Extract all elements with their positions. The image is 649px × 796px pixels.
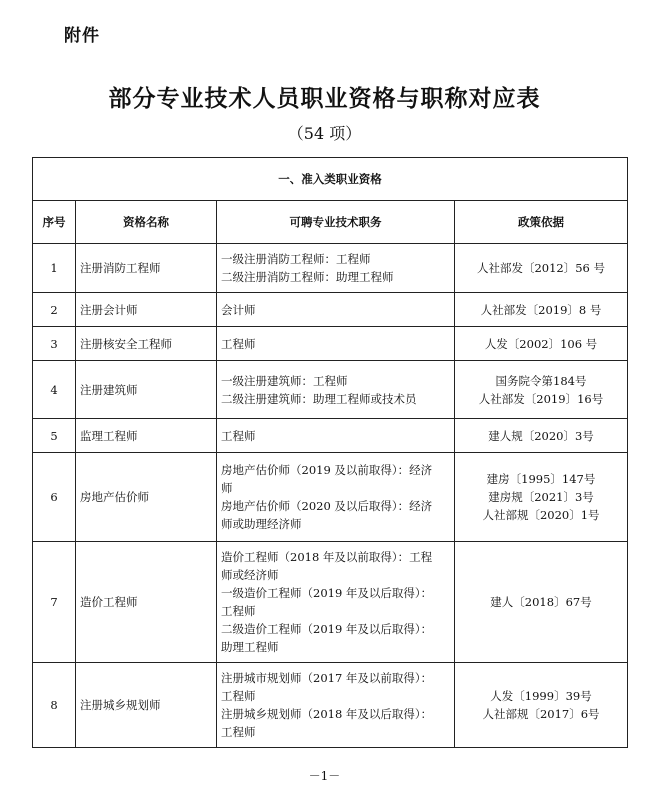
eligible-post <box>217 293 455 327</box>
header-row <box>33 201 628 244</box>
eligible-post <box>217 542 455 663</box>
policy-basis <box>455 453 628 542</box>
eligible-post <box>217 327 455 361</box>
policy-basis-line: 人发〔2002〕106 号 <box>484 336 598 351</box>
row-number: 4 <box>33 361 76 419</box>
table-row <box>33 244 628 293</box>
qualification-name: 监理工程师 <box>76 419 217 453</box>
qualification-name: 注册消防工程师 <box>76 244 217 293</box>
qualification-name: 注册会计师 <box>76 293 217 327</box>
header-name: 资格名称 <box>76 201 217 244</box>
eligible-post-line: 工程师 <box>221 604 256 618</box>
header-no: 序号 <box>33 201 76 244</box>
row-number: 1 <box>33 244 76 293</box>
policy-basis <box>455 663 628 748</box>
category-title: 一、准入类职业资格 <box>33 158 628 201</box>
row-number: 2 <box>33 293 76 327</box>
table-row <box>33 327 628 361</box>
policy-basis <box>455 542 628 663</box>
eligible-post-line: 工程师 <box>221 725 256 739</box>
policy-basis <box>455 361 628 419</box>
eligible-post-line: 二级注册建筑师：助理工程师或技术员 <box>221 391 417 406</box>
header-basis: 政策依据 <box>455 201 628 244</box>
eligible-post-line: 师 <box>221 481 233 495</box>
eligible-post-line: 注册城乡规划师（2018 年及以后取得）： <box>221 707 433 721</box>
policy-basis-line: 人发〔1999〕39号 <box>490 689 592 703</box>
qualification-table <box>32 157 628 748</box>
policy-basis <box>455 327 628 361</box>
eligible-post-line: 房地产估价师（2019 及以前取得）：经济 <box>221 463 433 477</box>
eligible-post-line: 二级注册消防工程师：助理工程师 <box>221 270 394 284</box>
header-post: 可聘专业技术职务 <box>217 201 455 244</box>
policy-basis-line: 建房〔1995〕147号 <box>486 472 596 486</box>
eligible-post <box>217 419 455 453</box>
table-row <box>33 453 628 542</box>
policy-basis <box>455 419 628 453</box>
policy-basis-line: 人社部规〔2017〕6号 <box>482 707 600 721</box>
policy-basis-line: 人社部发〔2012〕56 号 <box>476 261 606 275</box>
eligible-post-line: 会计师 <box>221 302 256 317</box>
eligible-post-line: 一级注册消防工程师：工程师 <box>221 252 371 266</box>
policy-basis-line: 人社部规〔2020〕1号 <box>482 508 600 522</box>
qualification-name: 房地产估价师 <box>76 453 217 542</box>
policy-basis-line: 建房规〔2021〕3号 <box>488 490 594 504</box>
qualification-name: 注册城乡规划师 <box>76 663 217 748</box>
eligible-post-line: 二级造价工程师（2019 年及以后取得）： <box>221 622 433 636</box>
eligible-post-line: 房地产估价师（2020 及以后取得）：经济 <box>221 499 433 513</box>
qualification-name: 注册建筑师 <box>76 361 217 419</box>
eligible-post-line: 造价工程师（2018 年及以前取得）：工程 <box>221 550 433 564</box>
policy-basis-line: 人社部发〔2019〕8 号 <box>480 302 602 317</box>
row-number: 6 <box>33 453 76 542</box>
table-row <box>33 542 628 663</box>
policy-basis <box>455 244 628 293</box>
eligible-post-line: 注册城市规划师（2017 年及以前取得）： <box>221 671 433 685</box>
eligible-post-line: 一级注册建筑师：工程师 <box>221 373 348 388</box>
eligible-post <box>217 244 455 293</box>
policy-basis-line: 国务院令第184号 <box>495 373 587 388</box>
document-subtitle: （54 项） <box>287 124 362 143</box>
eligible-post <box>217 663 455 748</box>
eligible-post-line: 师或经济师 <box>221 568 279 582</box>
qualification-name: 造价工程师 <box>76 542 217 663</box>
eligible-post-line: 工程师 <box>221 428 256 443</box>
page-number: －1－ <box>308 769 341 783</box>
eligible-post <box>217 453 455 542</box>
eligible-post-line: 师或助理经济师 <box>221 517 302 531</box>
table-row <box>33 361 628 419</box>
document-title: 部分专业技术人员职业资格与职称对应表 <box>108 86 541 112</box>
policy-basis <box>455 293 628 327</box>
row-number: 5 <box>33 419 76 453</box>
table-row <box>33 663 628 748</box>
eligible-post-line: 工程师 <box>221 689 256 703</box>
eligible-post-line: 工程师 <box>221 336 256 351</box>
table-row <box>33 293 628 327</box>
policy-basis-line: 建人规〔2020〕3号 <box>488 428 594 443</box>
eligible-post-line: 助理工程师 <box>221 640 279 654</box>
category-row <box>33 158 628 201</box>
eligible-post-line: 一级造价工程师（2019 年及以后取得）： <box>221 586 433 600</box>
table-row <box>33 419 628 453</box>
policy-basis-line: 人社部发〔2019〕16号 <box>478 391 604 406</box>
eligible-post <box>217 361 455 419</box>
attachment-label: 附件 <box>64 26 100 46</box>
policy-basis-line: 建人〔2018〕67号 <box>490 595 592 609</box>
row-number: 3 <box>33 327 76 361</box>
qualification-name: 注册核安全工程师 <box>76 327 217 361</box>
row-number: 7 <box>33 542 76 663</box>
row-number: 8 <box>33 663 76 748</box>
